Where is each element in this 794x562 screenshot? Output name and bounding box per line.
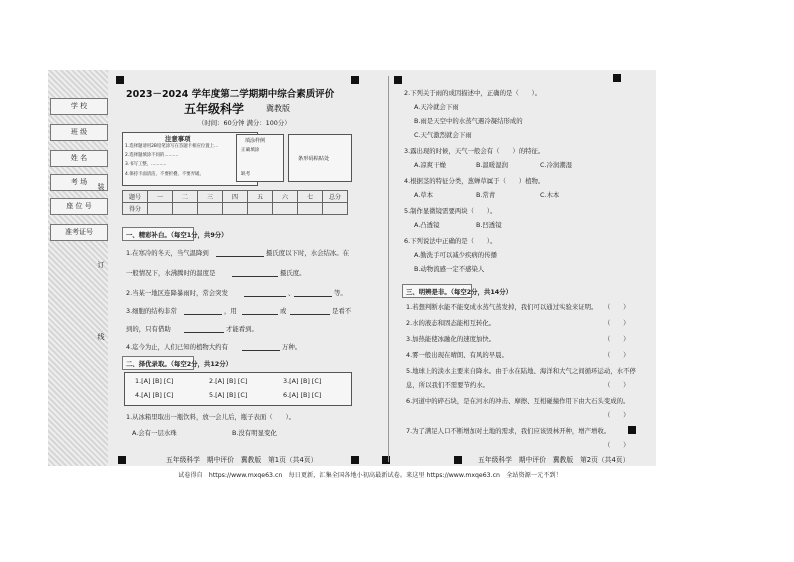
answer-sheet-row[interactable]: 6.[A] [B] [C] bbox=[283, 391, 322, 399]
registration-mark bbox=[351, 456, 359, 464]
answer-blank[interactable] bbox=[184, 326, 224, 333]
option-b: B.雨是天空中的水蒸气遇冷凝结形成的 bbox=[414, 117, 523, 125]
score-cell[interactable] bbox=[323, 203, 348, 215]
question-2-part-c: 等。 bbox=[334, 289, 347, 297]
registration-mark bbox=[613, 74, 621, 82]
option-a: A.草本 bbox=[414, 191, 434, 199]
question-3-part-a: 3.细胞的结构非常 bbox=[126, 307, 177, 315]
registration-mark bbox=[118, 456, 126, 464]
question-2: 2.下列关于雨的成因描述中，正确的是（ ）。 bbox=[404, 89, 542, 97]
exam-title: 2023－2024 学年度第二学期期中综合素质评价 bbox=[126, 89, 335, 100]
question-6: 6.下列说法中正确的是（ ）。 bbox=[404, 237, 497, 245]
score-head: 一 bbox=[148, 191, 173, 203]
answer-parentheses[interactable]: （ ） bbox=[604, 381, 630, 389]
question-1-part-d: 摄氏度。 bbox=[280, 269, 306, 277]
score-head: 总分 bbox=[323, 191, 348, 203]
option-b: B.凹透镜 bbox=[476, 221, 502, 229]
answer-parentheses[interactable]: （ ） bbox=[604, 411, 630, 419]
question-3-part-d: 是看不 bbox=[332, 307, 352, 315]
option-b: B.温暖湿润 bbox=[476, 161, 508, 169]
judgement-item: 4.雾一般出现在晴朗、有风的早晨。 bbox=[406, 351, 508, 359]
binding-label-xian: 线 bbox=[97, 333, 105, 341]
score-head: 四 bbox=[223, 191, 248, 203]
correct-fill-label: 正确填涂 bbox=[241, 148, 260, 153]
exam-sheet bbox=[48, 70, 656, 466]
answer-blank[interactable] bbox=[294, 290, 332, 297]
answer-blank[interactable] bbox=[290, 308, 330, 315]
answer-blank[interactable] bbox=[244, 290, 286, 297]
answer-sheet-row[interactable]: 3.[A] [B] [C] bbox=[283, 377, 322, 385]
score-head: 六 bbox=[273, 191, 298, 203]
footer-right: 五年级科学 期中评价 冀教版 第2页（共4页） bbox=[478, 456, 630, 464]
source-caption: 试卷得自 https://www.mxqe63.cn 每日更新，汇集全国各地小初高最新试卷。来这里 https://www.mxqe63.cn 全站资源一元不到！ bbox=[178, 472, 562, 479]
score-head: 三 bbox=[198, 191, 223, 203]
answer-blank[interactable] bbox=[184, 308, 222, 315]
option-a: A.凉爽干燥 bbox=[414, 161, 446, 169]
option-c: C.天气激烈就会下雨 bbox=[414, 131, 472, 139]
score-head: 二 bbox=[173, 191, 198, 203]
binding-field-school: 学 校 bbox=[50, 98, 108, 115]
option-c: C.木本 bbox=[540, 191, 560, 199]
answer-sheet-row[interactable]: 1.[A] [B] [C] bbox=[135, 377, 174, 385]
question-4: 4.根据茎的特征分类，葱蝉草属于（ ）植物。 bbox=[404, 177, 545, 185]
fill-example-label: 填涂样例 bbox=[245, 138, 266, 144]
section-3-heading: 三、明辨是非。（每空2分，共14分） bbox=[406, 288, 512, 296]
option-b: B.常青 bbox=[476, 191, 496, 199]
judgement-item: 3.加热能使冰融化的速度加快。 bbox=[406, 335, 496, 343]
score-head: 七 bbox=[298, 191, 323, 203]
question-4-part-a: 4.迄今为止，人们已知的植物大约有 bbox=[126, 343, 228, 351]
answer-blank[interactable] bbox=[216, 250, 264, 257]
notice-line: 2.选择题填涂不同的.......... bbox=[125, 153, 179, 158]
answer-sheet-row[interactable]: 5.[A] [B] [C] bbox=[209, 391, 248, 399]
score-cell[interactable] bbox=[198, 203, 223, 215]
judgement-item: 7.为了满足人口不断增加对土地的需求，我们应该毁林开种，增产增收。 bbox=[406, 427, 611, 435]
score-cell[interactable] bbox=[298, 203, 323, 215]
absent-label: 缺考 bbox=[241, 172, 251, 177]
notice-title: 注意事项 bbox=[165, 135, 191, 143]
registration-mark bbox=[454, 456, 462, 464]
judgement-item: 5.地球上的淡水主要来自降水。由于水在陆地、海洋和大气之间循环运动，水不停 bbox=[406, 367, 636, 375]
binding-field-room: 考 场 bbox=[50, 174, 108, 191]
option-a: A.天冷就会下雨 bbox=[414, 103, 459, 111]
barcode-box bbox=[288, 134, 352, 182]
registration-mark bbox=[628, 426, 636, 434]
score-head: 题号 bbox=[123, 191, 148, 203]
option-c: C.冷润潮湿 bbox=[540, 161, 573, 169]
question-3-part-e: 到的，只有借助 bbox=[126, 325, 171, 333]
question-3-part-f: 才能看到。 bbox=[226, 325, 258, 333]
score-table bbox=[122, 190, 348, 215]
judgement-item: 2.水的液态和固态能相互转化。 bbox=[406, 319, 496, 327]
binding-field-class: 班 级 bbox=[50, 124, 108, 141]
binding-field-name: 姓 名 bbox=[50, 150, 108, 167]
binding-label-ding: 订 bbox=[97, 261, 105, 269]
question-2-part-a: 2.当某一地区连降暴雨时，常会突发 bbox=[126, 289, 228, 297]
answer-blank[interactable] bbox=[232, 270, 278, 277]
exam-edition: 冀教版 bbox=[266, 104, 290, 113]
registration-mark bbox=[394, 76, 402, 84]
registration-mark bbox=[116, 76, 124, 84]
score-cell[interactable] bbox=[273, 203, 298, 215]
answer-parentheses[interactable]: （ ） bbox=[604, 351, 630, 359]
registration-mark bbox=[351, 76, 359, 84]
answer-sheet-row[interactable]: 2.[A] [B] [C] bbox=[209, 377, 248, 385]
answer-sheet-row[interactable]: 4.[A] [B] [C] bbox=[135, 391, 174, 399]
binding-field-seat: 座 位 号 bbox=[50, 198, 108, 215]
binding-label-zhuang: 装 bbox=[97, 183, 105, 191]
section-2-question-1: 1.从冰箱里取出一瓶饮料，放一会儿后，瓶子表面（ ）。 bbox=[126, 413, 296, 421]
answer-blank[interactable] bbox=[242, 308, 278, 315]
option-b: B.动物流感一定不感染人 bbox=[414, 265, 485, 273]
question-1-part-a: 1.在寒冷的冬天，当气温降到 bbox=[126, 249, 209, 257]
option-a: A.勤洗手可以减少疾病的传播 bbox=[414, 251, 497, 259]
judgement-item: 6.河道中的碎石块，是在河水的冲击、摩擦、互相碰撞作用下由大石头变成的。 bbox=[406, 397, 630, 405]
binding-field-ticket: 准考证号 bbox=[50, 224, 108, 241]
judgement-item: 1.若想判断水能不能变成水蒸气蒸发掉，我们可以通过实验来证明。 bbox=[406, 303, 598, 311]
score-row-label: 得分 bbox=[123, 203, 148, 215]
answer-parentheses[interactable]: （ ） bbox=[604, 319, 630, 327]
question-3: 3.露出现的时候，天气一般会有（ ）的特征。 bbox=[404, 147, 545, 155]
score-head: 五 bbox=[248, 191, 273, 203]
exam-subject: 五年级科学 bbox=[184, 102, 245, 116]
page-divider bbox=[388, 76, 389, 462]
question-2-part-b: 、 bbox=[288, 289, 295, 297]
score-cell[interactable] bbox=[173, 203, 198, 215]
barcode-label: 条形码粘贴处 bbox=[298, 156, 330, 162]
notice-line: 3.书写工整，........... bbox=[125, 162, 167, 167]
answer-sheet-box bbox=[124, 372, 352, 406]
score-cell[interactable] bbox=[148, 203, 173, 215]
question-4-part-b: 万种。 bbox=[282, 343, 302, 351]
section-2-heading: 二、择优录取。（每空2分，共12分） bbox=[126, 360, 232, 368]
option-a: A.凸透镜 bbox=[414, 221, 440, 229]
option-b: B.没有明显变化 bbox=[232, 429, 277, 437]
question-1-part-b: 摄氏度以下时，水会结冰。在 bbox=[266, 249, 350, 257]
question-3-part-c: 或 bbox=[280, 307, 287, 315]
answer-blank[interactable] bbox=[242, 344, 280, 351]
answer-parentheses[interactable]: （ ） bbox=[604, 441, 630, 449]
question-1-part-c: 一般情况下，水沸腾时的温度是 bbox=[126, 269, 216, 277]
exam-time-info: （时间：60分钟 满分：100分） bbox=[198, 119, 291, 127]
exam-photo bbox=[48, 70, 656, 466]
score-cell[interactable] bbox=[223, 203, 248, 215]
answer-parentheses[interactable]: （ ） bbox=[604, 303, 630, 311]
notice-line: 1.选择题请用2B铅笔涂写在答题卡相应位置上... bbox=[125, 144, 219, 149]
answer-parentheses[interactable]: （ ） bbox=[604, 335, 630, 343]
section-1-heading: 一、精彩补白。（每空1分，共9分） bbox=[126, 231, 228, 239]
option-a: A.会有一层水珠 bbox=[132, 429, 177, 437]
fill-example-box bbox=[236, 134, 284, 182]
footer-left: 五年级科学 期中评价 冀教版 第1页（共4页） bbox=[166, 456, 318, 464]
question-3-part-b: ，用 bbox=[224, 307, 237, 315]
notice-line: 4.保持卡面清洁，不要折叠、不要弄破。 bbox=[125, 172, 204, 177]
question-5: 5.制作显微镜需要两块（ ）。 bbox=[404, 207, 497, 215]
score-cell[interactable] bbox=[248, 203, 273, 215]
judgement-item-continued: 息，所以我们不需要节约水。 bbox=[406, 381, 490, 389]
